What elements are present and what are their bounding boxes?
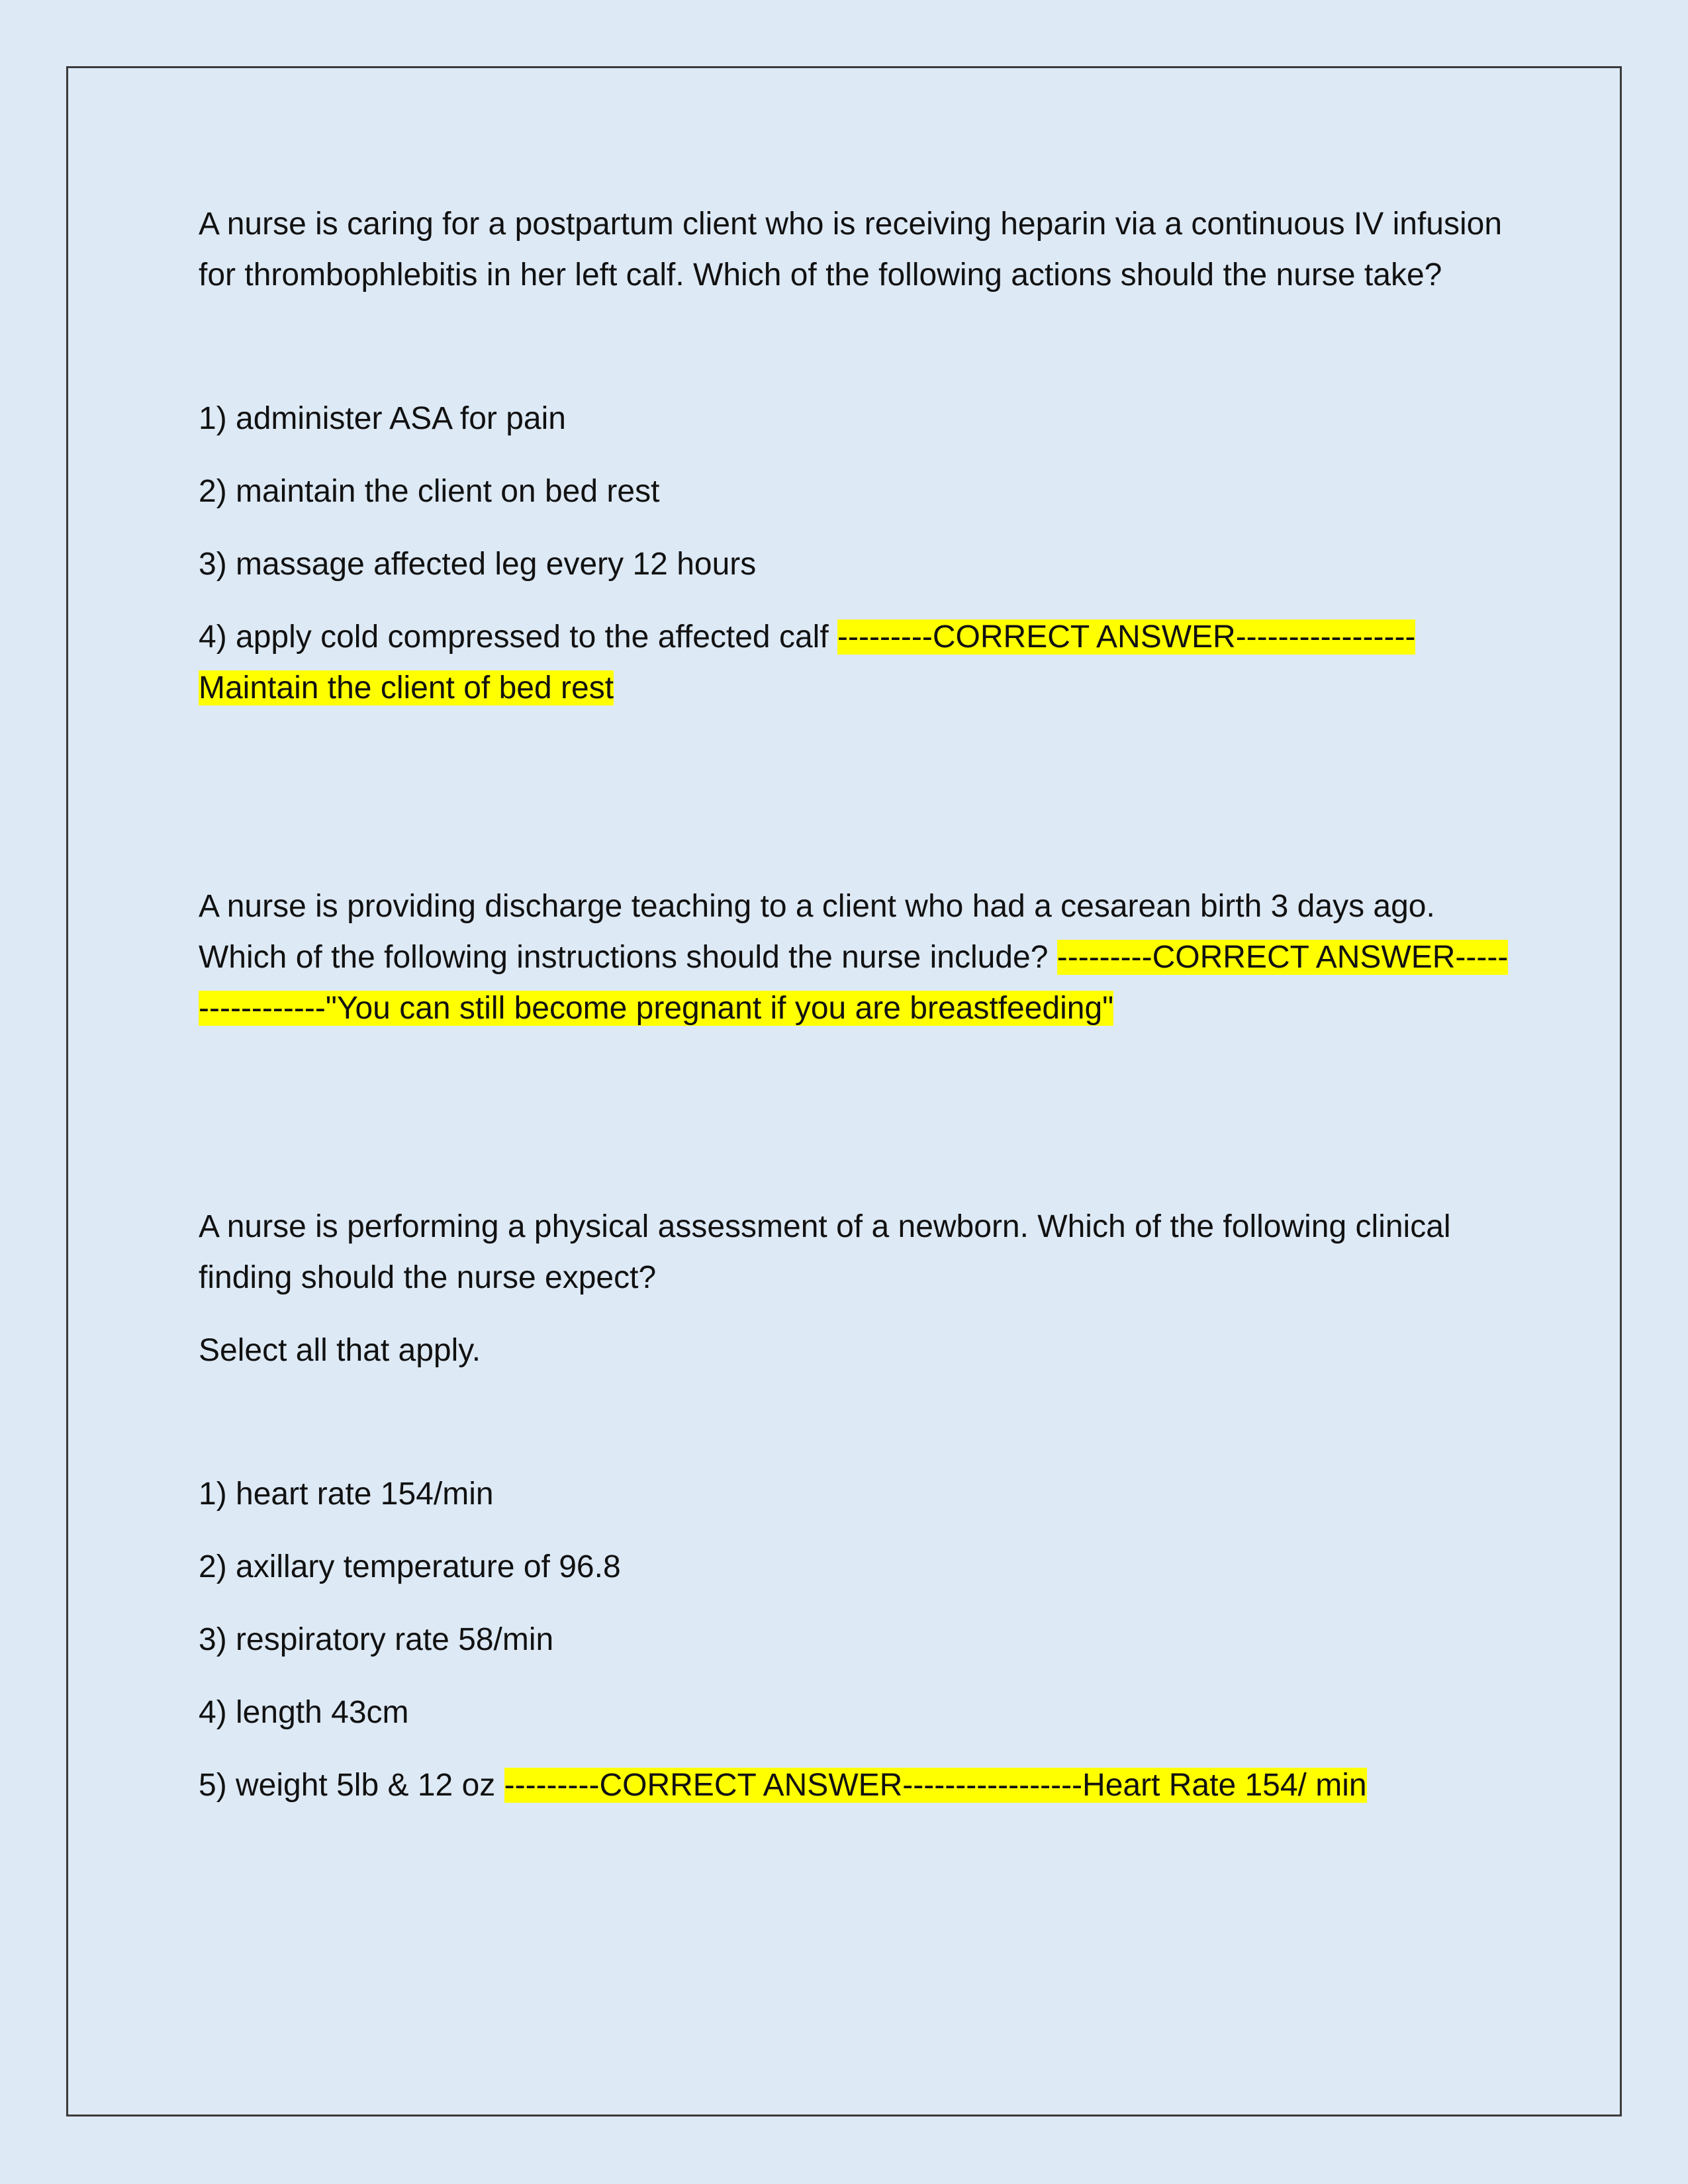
question-1-correct-answer: ---------CORRECT ANSWER-----------------Maintain the client of bed rest [199,619,1416,705]
question-3-option-4: 4) length 43cm [199,1695,409,1730]
question-1-option-4-with-answer [199,612,1509,713]
question-2-stem: A nurse is providing discharge teaching to a client who had a cesarean birth 3 days ago. Which of the following instructions should the nurse include? [199,889,1435,975]
question-3-instruction: Select all that apply. [199,1333,481,1368]
question-1-option-4: 4) apply cold compressed to the affected calf [199,619,829,655]
question-1-option-1: 1) administer ASA for pain [199,401,566,436]
question-3-correct-answer: ---------CORRECT ANSWER-----------------Heart Rate 154/ min [504,1768,1367,1803]
question-1-stem: A nurse is caring for a postpartum client who is receiving heparin via a continuous IV infusion for thrombophlebitis in her left calf. Which of the following actions should the nurse take? [199,206,1503,293]
question-2-correct-answer: ---------CORRECT ANSWER-----------------"You can still become pregnant if you are breastfeeding" [199,940,1509,1026]
question-1-option-3: 3) massage affected leg every 12 hours [199,547,757,582]
document-content [199,199,1509,1811]
question-3-option-5: 5) weight 5lb & 12 oz [199,1768,496,1803]
question-3-stem: A nurse is performing a physical assessment of a newborn. Which of the following clinical finding should the nurse expect? [199,1209,1451,1295]
question-3-option-2: 2) axillary temperature of 96.8 [199,1549,621,1584]
question-3-option-5-with-answer [199,1760,1509,1811]
question-3-option-1: 1) heart rate 154/min [199,1477,494,1512]
question-1-option-2: 2) maintain the client on bed rest [199,474,660,509]
question-2-stem-with-answer [199,881,1509,1034]
question-3-option-3: 3) respiratory rate 58/min [199,1622,554,1657]
